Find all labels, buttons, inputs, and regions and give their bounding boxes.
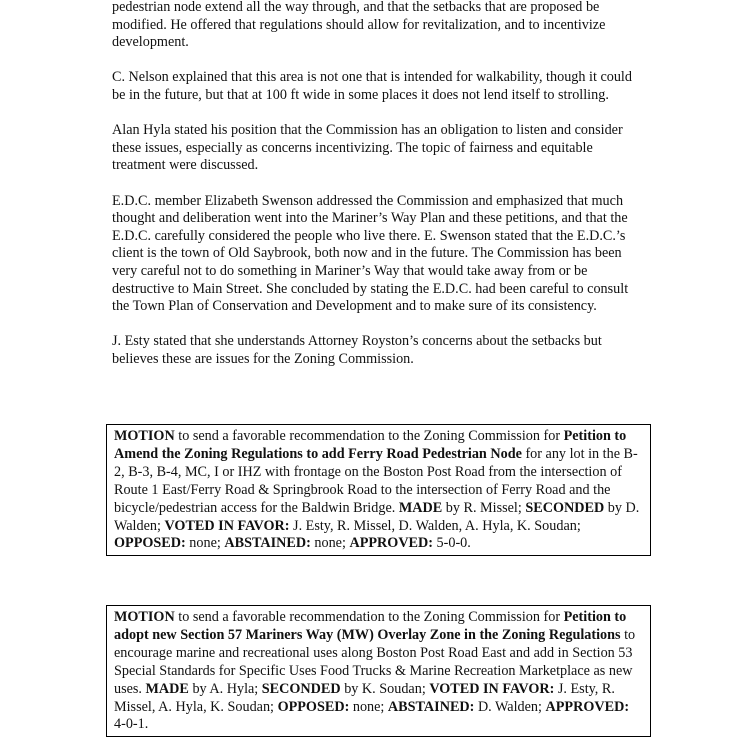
petition-title: Petition to adopt new Section 57 Mariners Way (MW) Overlay Zone in the Zoning Regulations bbox=[114, 609, 627, 643]
abstained-label: ABSTAINED: bbox=[387, 698, 475, 715]
paragraph-esty: J. Esty stated that she understands Attorney Royston’s concerns about the setbacks but believes these are issues for the Zoning Commission. bbox=[112, 333, 602, 367]
approved-label: APPROVED: bbox=[349, 535, 433, 552]
motion-text: MOTION to send a favorable recommendation to the Zoning Commission for Petition to Amend the Zoning Regulations to add Ferry Road Pedestrian Node for any lot in the B-2, B-3, B-4, MC, I or IHZ with frontage on the Boston Post Road from the intersection of Route 1 East/Ferry Road & Springbrook Road to the intersection of Ferry Road and the bicycle/pedestrian access for the Baldwin Bridge. MADE by R. Missel; SECONDED by D. Walden; VOTED IN FAVOR: J. Esty, R. Missel, D. Walden, A. Hyla, K. Soudan; OPPOSED: none; ABSTAINED: none; APPROVED: 5-0-0. bbox=[114, 428, 640, 552]
paragraph-nelson: C. Nelson explained that this area is not one that is intended for walkability, though it could be in the future, but that at 100 ft wide in some places it does not lend itself to strolling. bbox=[112, 69, 632, 103]
paragraph-hyla: Alan Hyla stated his position that the Commission has an obligation to listen and consider these issues, especially as concerns incentivizing. The topic of fairness and equitable treatment were discussed. bbox=[112, 122, 623, 174]
abstained-label: ABSTAINED: bbox=[224, 535, 311, 552]
voted-label: VOTED IN FAVOR: bbox=[164, 517, 290, 534]
made-label: MADE bbox=[145, 680, 189, 697]
motion-text: MOTION to send a favorable recommendation to the Zoning Commission for Petition to adopt new Section 57 Mariners Way (MW) Overlay Zone in the Zoning Regulations to encourage marine and recreational uses along Boston Post Road East and add in Section 53 Special Standards for Specific Uses Food Trucks & Marine Recreation Marketplace as new uses. MADE by A. Hyla; SECONDED by K. Soudan; VOTED IN FAVOR: J. Esty, R. Missel, A. Hyla, K. Soudan; OPPOSED: none; ABSTAINED: D. Walden; APPROVED: 4-0-1. bbox=[114, 609, 636, 733]
seconded-label: SECONDED bbox=[525, 499, 605, 516]
motion-box-mariners-way bbox=[106, 605, 651, 737]
minutes-body bbox=[112, 0, 632, 368]
opposed-label: OPPOSED: bbox=[277, 698, 350, 715]
approved-label: APPROVED: bbox=[545, 698, 630, 715]
opposed-label: OPPOSED: bbox=[114, 535, 186, 552]
paragraph-node-discussion: pedestrian node extend all the way through, and that the setbacks that are proposed be modified. He offered that regulations should allow for revitalization, and to incentivize development. bbox=[112, 0, 606, 51]
voted-label: VOTED IN FAVOR: bbox=[429, 680, 555, 697]
motion-label: MOTION bbox=[114, 428, 175, 444]
made-label: MADE bbox=[398, 499, 443, 516]
motion-label: MOTION bbox=[114, 609, 175, 625]
motion-box-ferry-road bbox=[106, 424, 651, 556]
seconded-label: SECONDED bbox=[261, 680, 341, 697]
petition-title: Petition to Amend the Zoning Regulations to add Ferry Road Pedestrian Node bbox=[114, 428, 627, 462]
paragraph-swenson: E.D.C. member Elizabeth Swenson addressed the Commission and emphasized that much thought and deliberation went into the Mariner’s Way Plan and these petitions, and that the E.D.C. carefully considered the people who live there. E. Swenson stated that the E.D.C.’s client is the town of Old Saybrook, both now and in the future. The Commission has been very careful not to do something in Mariner’s Way that would take away from or be destructive to Main Street. She concluded by stating the E.D.C. had been careful to consult the Town Plan of Conservation and Development and to make sure of its consistency. bbox=[112, 192, 629, 315]
